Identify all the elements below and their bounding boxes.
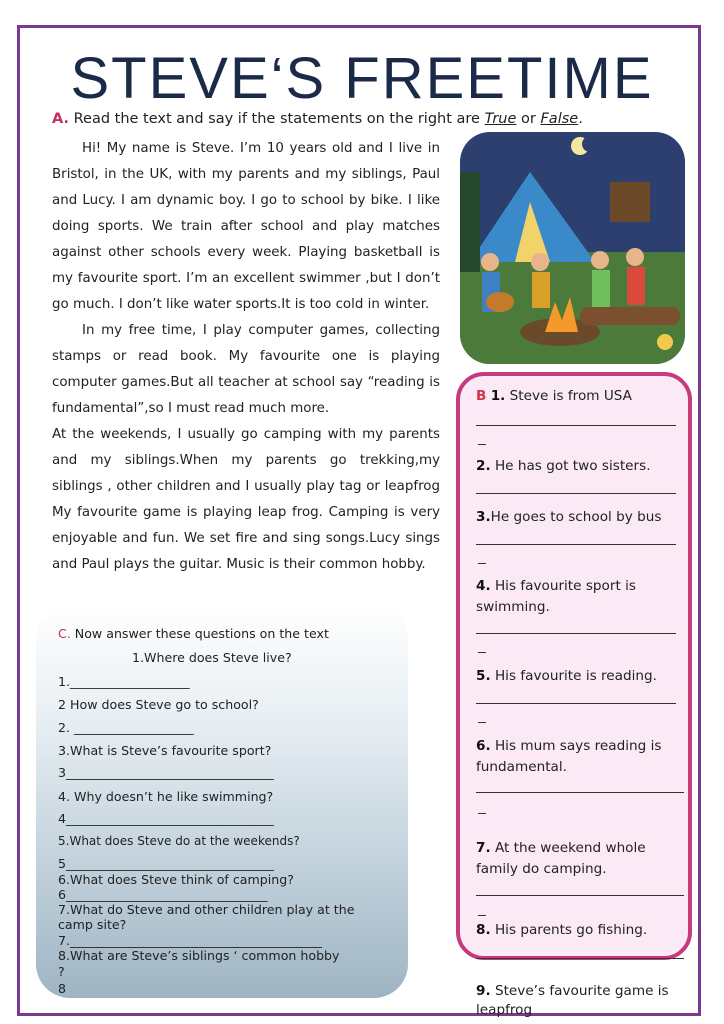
question-1: 1.Where does Steve live?	[132, 650, 292, 665]
statement-text: His favourite is reading.	[490, 668, 657, 684]
statement-number: 7.	[476, 840, 491, 856]
statement-number: 9.	[476, 983, 491, 999]
statement-text: His parents go fishing.	[490, 922, 648, 938]
answer-1[interactable]: 1.___________________	[58, 674, 190, 689]
statement-5	[476, 666, 684, 687]
part-a-instruction	[52, 111, 583, 127]
statement-text: He goes to school by bus	[490, 509, 662, 525]
statement-text: Steve’s favourite game is leapfrog	[476, 983, 669, 1018]
question-8: 8.What are Steve’s siblings ‘ common hobby	[58, 948, 340, 963]
part-c-label: C.	[58, 626, 71, 641]
statement-1	[476, 386, 684, 407]
answer-line[interactable]	[476, 792, 684, 793]
answer-7[interactable]: 7.________________________________________	[58, 933, 322, 948]
statement-number: 4.	[476, 578, 491, 594]
story-paragraph-3: At the weekends, I usually go camping with my parents and my siblings.When my parents go trekking,my siblings , other children and I usually play tag or leapfrog My favourite game is playing leap frog. Camping is very enjoyable and fun. We set fire and sing songs.Lucy sings and Paul plays the guitar. Music is their common hobby.	[52, 427, 440, 572]
part-b-label: B	[476, 388, 487, 404]
statement-number: 1.	[490, 388, 506, 404]
answer-line[interactable]	[476, 425, 676, 426]
answer-3[interactable]: 3_________________________________	[58, 765, 274, 780]
answer-line[interactable]	[476, 895, 684, 896]
answer-dash	[478, 563, 486, 564]
part-a-label: A.	[52, 111, 69, 127]
statement-number: 2.	[476, 458, 491, 474]
or-word: or	[516, 111, 541, 127]
statement-4	[476, 576, 684, 618]
answer-5[interactable]: 5_________________________________	[58, 856, 274, 871]
statement-text: His favourite sport is swimming.	[476, 578, 636, 615]
statement-6	[476, 736, 684, 778]
story-paragraph-1: Hi! My name is Steve. I’m 10 years old and I live in Bristol, in the UK, with my parents and my siblings, Paul and Lucy. I am dynamic boy. I go to school by bike. I like doing sports. We train after school and play matches against other schools every week. Playing basketball is my favourite sport. I’m an excellent swimmer ,but I don’t go much. I don’t like water sports.It is too cold in winter.	[52, 141, 440, 312]
answer-line[interactable]	[476, 493, 676, 494]
camping-illustration	[460, 132, 685, 364]
statement-3	[476, 507, 684, 528]
answer-4[interactable]: 4_________________________________	[58, 811, 274, 826]
instruction-end: .	[578, 111, 583, 127]
answer-6[interactable]: 6________________________________	[58, 887, 268, 902]
question-3: 3.What is Steve’s favourite sport?	[58, 743, 272, 758]
question-2: 2 How does Steve go to school?	[58, 697, 259, 712]
statement-8	[476, 920, 684, 941]
guitar-icon	[486, 292, 514, 312]
question-5: 5.What does Steve do at the weekends?	[58, 834, 300, 848]
answer-dash	[478, 444, 486, 445]
statement-2	[476, 456, 684, 477]
part-c-heading-text: Now answer these questions on the text	[70, 626, 329, 641]
answer-2[interactable]: 2. ___________________	[58, 720, 194, 735]
question-8-cont: ?	[58, 964, 65, 979]
statement-7	[476, 838, 684, 880]
question-7-cont: camp site?	[58, 917, 127, 932]
answer-dash	[478, 915, 486, 916]
true-word: True	[484, 111, 517, 127]
statement-number: 6.	[476, 738, 491, 754]
statement-text: Steve is from USA	[505, 388, 632, 404]
statement-number: 3.	[476, 509, 491, 525]
answer-dash	[478, 652, 486, 653]
part-c-heading	[58, 626, 329, 641]
statement-text: His mum says reading is fundamental.	[476, 738, 662, 775]
statement-text: He has got two sisters.	[490, 458, 651, 474]
question-6: 6.What does Steve think of camping?	[58, 872, 294, 887]
answer-line[interactable]	[476, 958, 684, 959]
answer-line[interactable]	[476, 633, 676, 634]
answer-dash	[478, 722, 486, 723]
answer-8[interactable]: 8	[58, 981, 67, 996]
instruction-text: Read the text and say if the statements on the right are	[69, 111, 485, 127]
statement-text: At the weekend whole family do camping.	[476, 840, 646, 877]
answer-line[interactable]	[476, 703, 676, 704]
statement-number: 8.	[476, 922, 491, 938]
false-word: False	[540, 111, 579, 127]
statement-number: 5.	[476, 668, 491, 684]
answer-dash	[478, 813, 486, 814]
story-paragraph-2: In my free time, I play computer games, collecting stamps or read book. My favourite one is playing computer games.But all teacher at school say “reading is fundamental”,so I must read much more.	[52, 323, 440, 416]
question-7: 7.What do Steve and other children play at the	[58, 902, 355, 917]
part-c-questions	[36, 604, 408, 998]
answer-line[interactable]	[476, 544, 676, 545]
worksheet-title: STEVE‘S FREETIME	[70, 46, 654, 111]
statement-9	[476, 982, 684, 1020]
reading-text	[52, 136, 440, 578]
question-4: 4. Why doesn’t he like swimming?	[58, 789, 274, 804]
